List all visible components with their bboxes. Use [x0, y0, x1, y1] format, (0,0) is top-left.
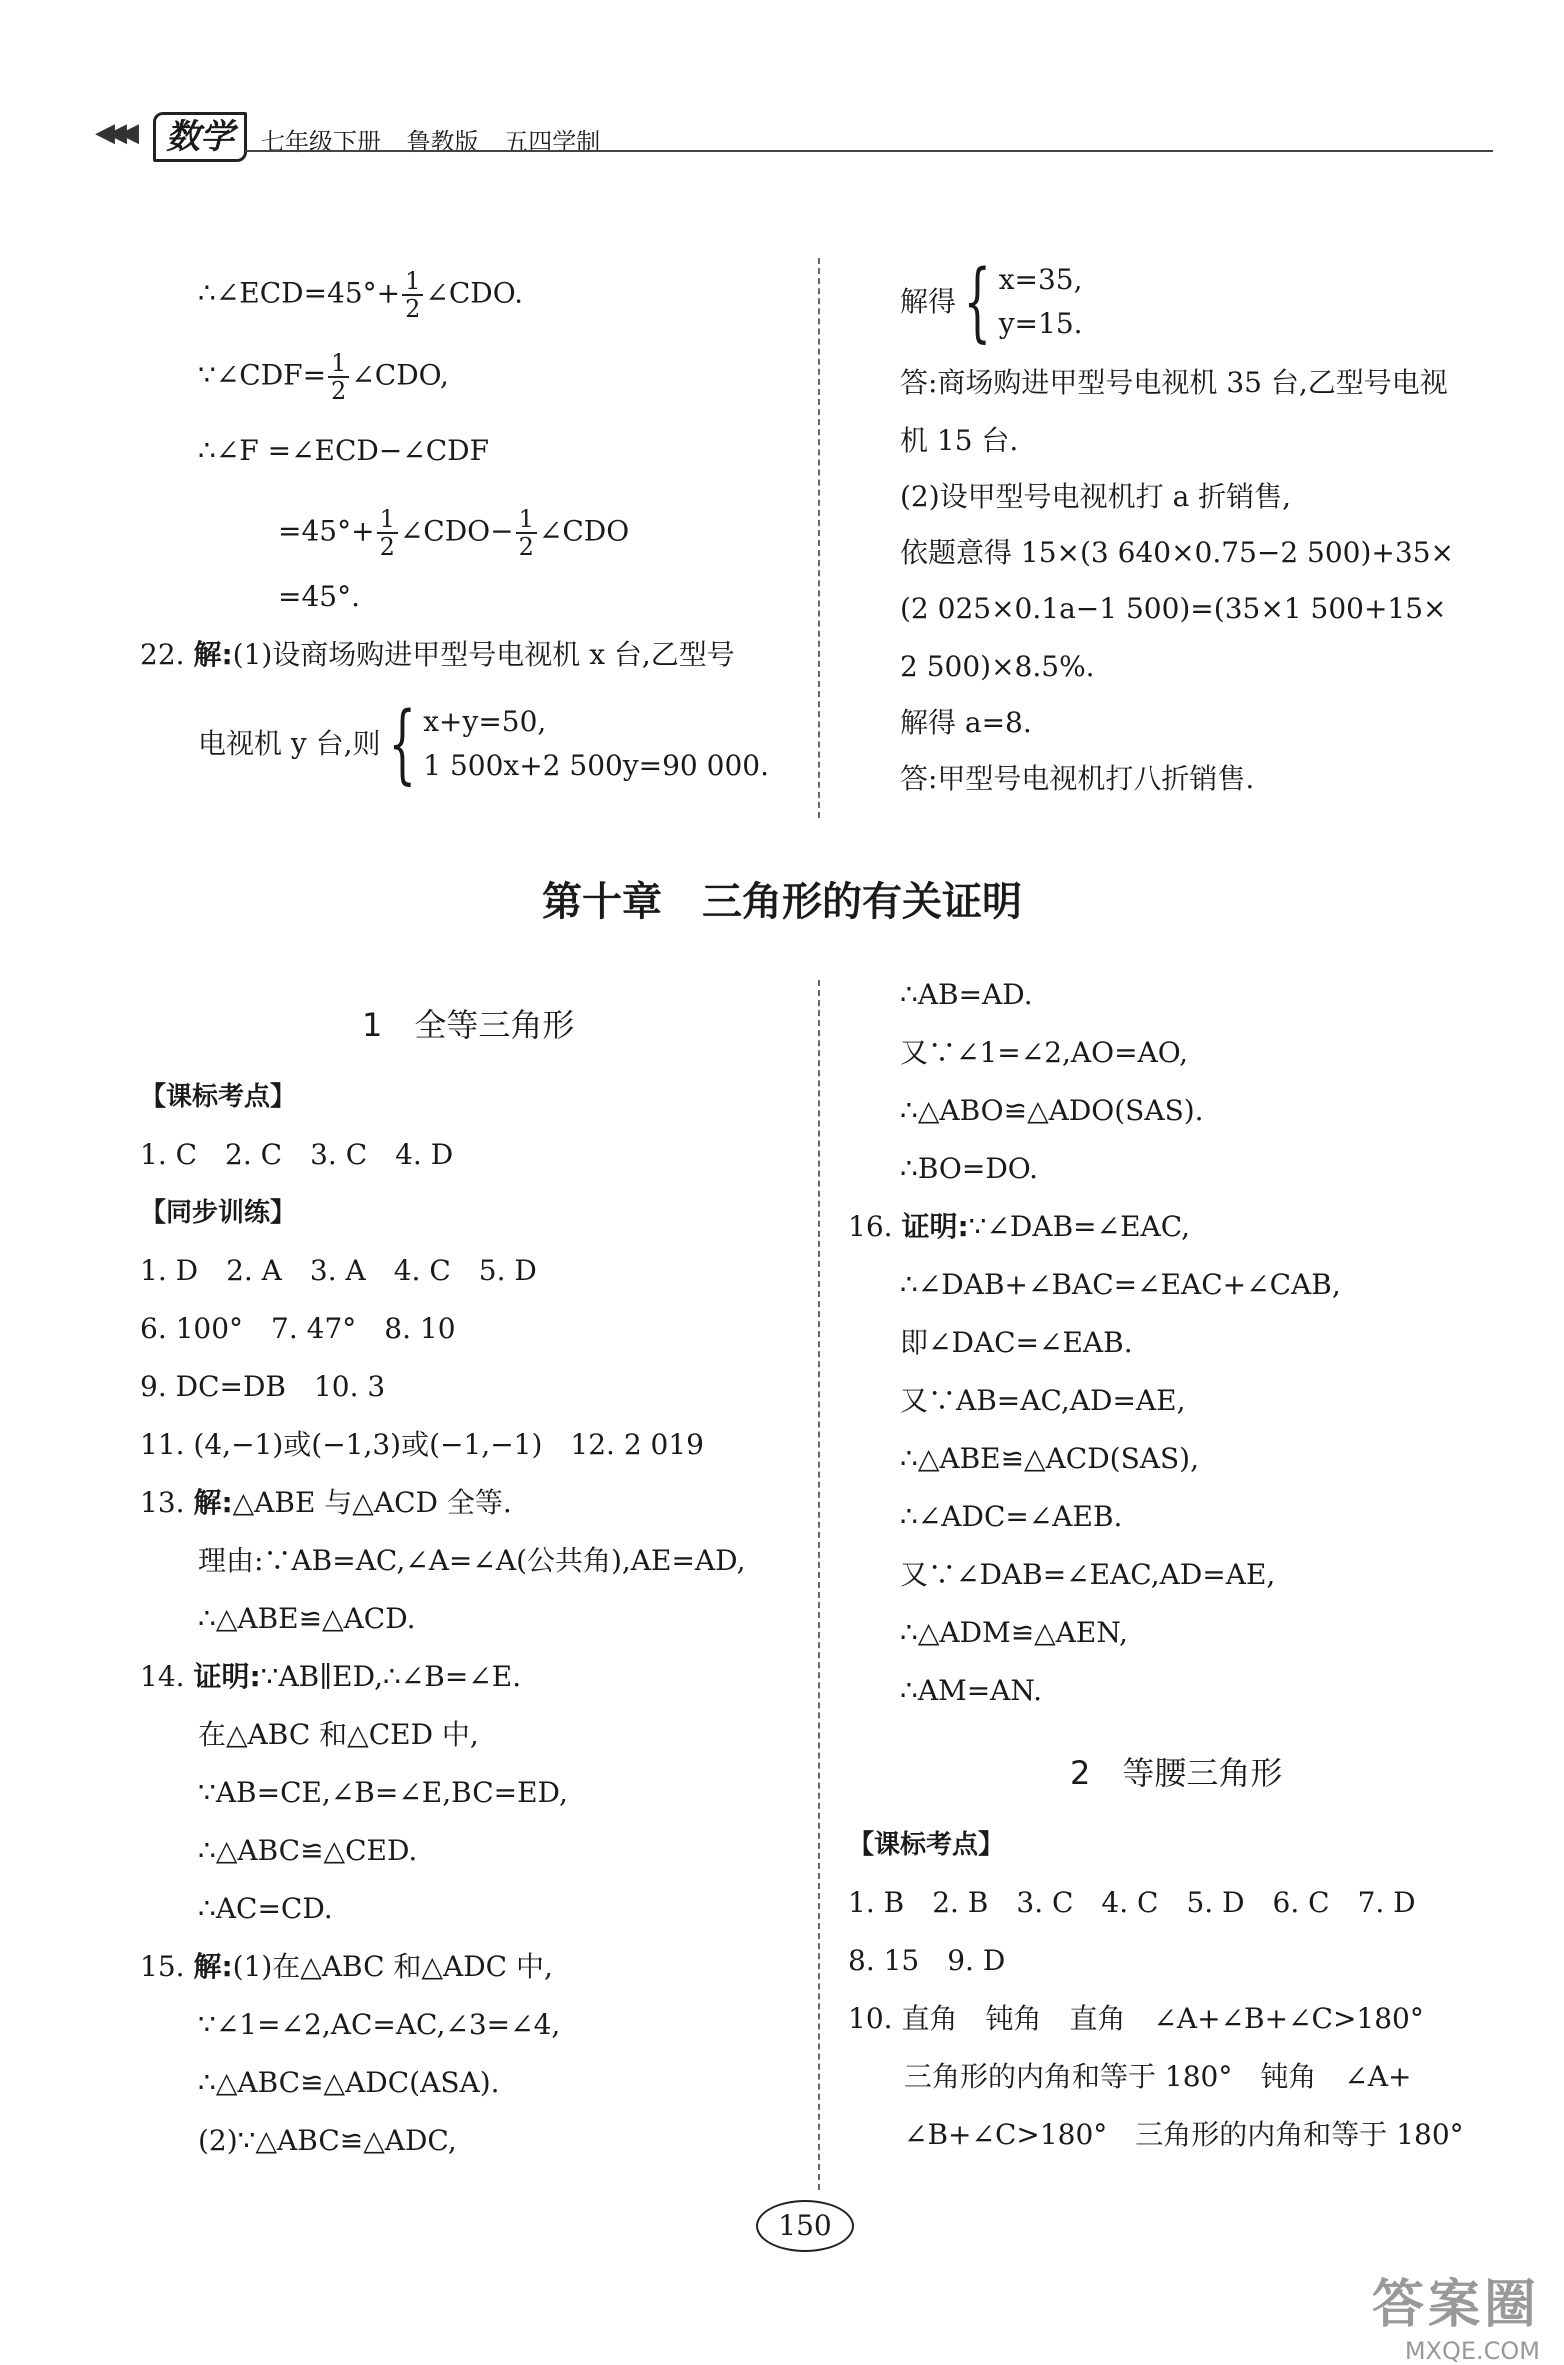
- question-text: ∵∠DAB=∠EAC,: [968, 1210, 1191, 1243]
- text: ∴∠ECD=45°+: [198, 276, 401, 310]
- answer-line: ∴∠DAB+∠BAC=∠EAC+∠CAB,: [900, 1268, 1341, 1301]
- answer-label: 解:: [193, 638, 233, 671]
- answer-line: 又∵AB=AC,AD=AE,: [900, 1384, 1186, 1417]
- question-text: △ABE 与△ACD 全等.: [232, 1486, 512, 1519]
- question-number: 22.: [140, 638, 185, 671]
- question-number: 10.: [848, 2002, 893, 2035]
- header-rule: [245, 150, 1493, 152]
- question-text: (1)在△ABC 和△ADC 中,: [232, 1950, 553, 1983]
- chapter-title: 第十章 三角形的有关证明: [542, 879, 1022, 925]
- section-2-title: 2 等腰三角形: [1070, 1754, 1283, 1792]
- denominator: 2: [331, 377, 347, 405]
- numerator: 1: [377, 506, 398, 534]
- denominator: 2: [518, 533, 534, 561]
- answer-line: ∠B+∠C>180° 三角形的内角和等于 180°: [904, 2118, 1464, 2151]
- denominator: 2: [379, 533, 395, 561]
- question-number: 13.: [140, 1486, 185, 1519]
- answer-line: ∴∠ADC=∠AEB.: [900, 1500, 1123, 1533]
- column-divider: [818, 980, 820, 2190]
- answer-line: 8. 15 9. D: [848, 1944, 1006, 1977]
- answer-line: 依题意得 15×(3 640×0.75−2 500)+35×: [900, 536, 1454, 569]
- solution-system: [900, 252, 1083, 352]
- fraction: [328, 350, 349, 404]
- answer-line: (2 025×0.1a−1 500)=(35×1 500+15×: [900, 592, 1447, 625]
- answer-line: 机 15 台.: [900, 424, 1019, 457]
- equation: y=15.: [998, 307, 1083, 340]
- page-number: 150: [756, 2200, 854, 2252]
- text: ∠CDO,: [351, 358, 449, 392]
- numerator: 1: [328, 350, 349, 378]
- question-text: (1)设商场购进甲型号电视机 x 台,乙型号: [232, 638, 735, 671]
- answer-line: 1. B 2. B 3. C 4. C 5. D 6. C 7. D: [848, 1886, 1416, 1919]
- question-number: 15.: [140, 1950, 185, 1983]
- answer-line: 三角形的内角和等于 180° 钝角 ∠A+: [904, 2060, 1412, 2093]
- proof-line: ∴∠F =∠ECD−∠CDF: [198, 434, 490, 467]
- proof-line: [278, 506, 629, 560]
- question-13: [140, 1488, 512, 1518]
- answer-line: 又∵∠DAB=∠EAC,AD=AE,: [900, 1558, 1276, 1591]
- answer-line: (2)设甲型号电视机打 a 折销售,: [900, 480, 1292, 513]
- equation: 1 500x+2 500y=90 000.: [423, 749, 769, 782]
- subject-logo: 数学: [153, 112, 247, 162]
- answer-line: ∴△ABO≌△ADO(SAS).: [900, 1094, 1204, 1127]
- text: ∵∠CDF=: [198, 358, 327, 392]
- answer-line: 又∵∠1=∠2,AO=AO,: [900, 1036, 1188, 1069]
- denominator: 2: [405, 295, 421, 323]
- answer-line: 在△ABC 和△CED 中,: [198, 1718, 479, 1751]
- answer-line: ∴△ABE≌△ACD(SAS),: [900, 1442, 1200, 1475]
- answer-line: ∵AB=CE,∠B=∠E,BC=ED,: [198, 1776, 568, 1809]
- answer-line: ∴△ABE≌△ACD.: [198, 1602, 416, 1635]
- text: ∠CDO.: [425, 276, 523, 310]
- answer-line: 1. C 2. C 3. C 4. D: [140, 1138, 454, 1171]
- arrow-deco-icon: ◀◀◀: [95, 118, 131, 148]
- question-22-system: [198, 694, 769, 794]
- text: ∠CDO−: [399, 514, 514, 548]
- answer-line: 即∠DAC=∠EAB.: [900, 1326, 1133, 1359]
- equation-system: [423, 700, 769, 788]
- section-1-title: 1 全等三角形: [362, 1006, 575, 1044]
- answer-line: ∴AB=AD.: [900, 978, 1033, 1011]
- question-15: [140, 1952, 553, 1982]
- question-number: 14.: [140, 1660, 185, 1693]
- answer-line: ∴BO=DO.: [900, 1152, 1038, 1185]
- brace-icon: {: [388, 694, 416, 794]
- answer-label: 证明:: [193, 1660, 261, 1693]
- header-grade: 七年级下册: [261, 128, 381, 156]
- section-heading: 【同步训练】: [140, 1198, 297, 1228]
- brace-icon: {: [963, 252, 992, 352]
- text: 电视机 y 台,则: [198, 727, 381, 760]
- equation: x=35,: [998, 263, 1083, 296]
- text: =45°+: [278, 514, 375, 548]
- watermark-url: MXQE.COM: [1404, 2337, 1540, 2365]
- answer-label: 证明:: [901, 1210, 969, 1243]
- answer-line: 6. 100° 7. 47° 8. 10: [140, 1312, 456, 1345]
- section-heading: 【课标考点】: [140, 1082, 297, 1112]
- question-14: [140, 1662, 521, 1692]
- proof-line: =45°.: [278, 580, 360, 613]
- question-22: [140, 640, 735, 670]
- answer-line: ∴△ADM≌△AEN,: [900, 1616, 1128, 1649]
- watermark-logo: 答案圈: [1371, 2275, 1540, 2335]
- column-divider: [818, 258, 820, 818]
- answer-line: 答:甲型号电视机打八折销售.: [900, 762, 1255, 795]
- answer-line: 2 500)×8.5%.: [900, 650, 1095, 683]
- question-number: 16.: [848, 1210, 893, 1243]
- section-heading: 【课标考点】: [848, 1830, 1005, 1860]
- fraction: [377, 506, 398, 560]
- answer-line: ∴△ABC≌△ADC(ASA).: [198, 2066, 500, 2099]
- numerator: 1: [516, 506, 537, 534]
- answer-line: ∴AM=AN.: [900, 1674, 1042, 1707]
- question-text: ∵AB∥ED,∴∠B=∠E.: [260, 1660, 522, 1693]
- answer-line: 解得 a=8.: [900, 706, 1032, 739]
- numerator: 1: [402, 268, 423, 296]
- answer-line: ∴△ABC≌△CED.: [198, 1834, 418, 1867]
- text: 解得: [900, 285, 957, 318]
- question-16: [848, 1212, 1190, 1242]
- answer-label: 解:: [193, 1950, 233, 1983]
- question-10: [848, 2004, 1424, 2034]
- fraction: [402, 268, 423, 322]
- text: ∠CDO: [538, 514, 630, 548]
- answer-label: 解:: [193, 1486, 233, 1519]
- answer-line: ∵∠1=∠2,AC=AC,∠3=∠4,: [198, 2008, 561, 2041]
- answer-line: 理由:∵AB=AC,∠A=∠A(公共角),AE=AD,: [198, 1544, 746, 1577]
- question-text: 直角 钝角 直角 ∠A+∠B+∠C>180°: [901, 2002, 1424, 2035]
- answer-line: ∴AC=CD.: [198, 1892, 333, 1925]
- fraction: [516, 506, 537, 560]
- equation: x+y=50,: [423, 705, 547, 738]
- proof-line: [198, 268, 523, 322]
- answer-line: 9. DC=DB 10. 3: [140, 1370, 386, 1403]
- header-edition: 鲁教版: [406, 128, 479, 156]
- answer-line: 1. D 2. A 3. A 4. C 5. D: [140, 1254, 537, 1287]
- equation-system: [999, 258, 1083, 346]
- proof-line: [198, 350, 449, 404]
- answer-line: (2)∵△ABC≌△ADC,: [198, 2124, 457, 2157]
- header-system: 五四学制: [504, 128, 601, 156]
- answer-line: 11. (4,−1)或(−1,3)或(−1,−1) 12. 2 019: [140, 1428, 704, 1461]
- answer-line: 答:商场购进甲型号电视机 35 台,乙型号电视: [900, 366, 1448, 399]
- watermark: [1372, 2262, 1540, 2365]
